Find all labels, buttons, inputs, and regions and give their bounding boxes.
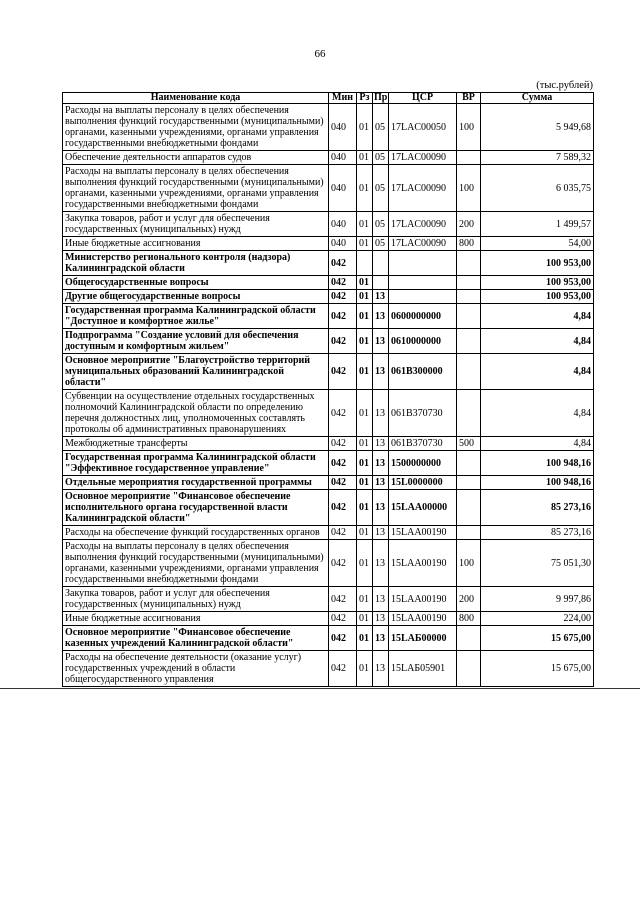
cell-pr [373, 251, 389, 276]
header-sum: Сумма [481, 93, 594, 104]
cell-csr: 17LAC00090 [389, 212, 457, 237]
cell-min: 042 [329, 276, 357, 290]
cell-vr [457, 304, 481, 329]
cell-csr: 15LAA00190 [389, 612, 457, 626]
cell-csr: 15L0000000 [389, 476, 457, 490]
cell-name: Отдельные мероприятия государственной программы [63, 476, 329, 490]
table-row [63, 354, 594, 390]
cell-vr [457, 651, 481, 687]
cell-min: 040 [329, 237, 357, 251]
table-row [63, 165, 594, 212]
table-row [63, 212, 594, 237]
table-row [63, 251, 594, 276]
cell-csr: 15LAA00000 [389, 490, 457, 526]
scan-divider-line [0, 688, 640, 689]
cell-rz: 01 [357, 390, 373, 437]
cell-csr: 061B370730 [389, 437, 457, 451]
cell-min: 042 [329, 651, 357, 687]
cell-rz: 01 [357, 354, 373, 390]
cell-min: 042 [329, 587, 357, 612]
cell-rz: 01 [357, 329, 373, 354]
cell-name: Расходы на обеспечение функций государственных органов [63, 526, 329, 540]
cell-min: 042 [329, 354, 357, 390]
cell-name: Министерство регионального контроля (надзора) Калининградской области [63, 251, 329, 276]
cell-vr: 100 [457, 104, 481, 151]
cell-csr: 17LAC00090 [389, 165, 457, 212]
cell-name: Межбюджетные трансферты [63, 437, 329, 451]
cell-pr: 13 [373, 587, 389, 612]
header-rz: Рз [357, 93, 373, 104]
cell-pr: 13 [373, 304, 389, 329]
cell-rz: 01 [357, 451, 373, 476]
cell-vr: 800 [457, 237, 481, 251]
cell-min: 042 [329, 390, 357, 437]
cell-vr [457, 276, 481, 290]
cell-min: 040 [329, 151, 357, 165]
cell-min: 042 [329, 251, 357, 276]
cell-sum: 7 589,32 [481, 151, 594, 165]
cell-min: 042 [329, 329, 357, 354]
cell-rz: 01 [357, 104, 373, 151]
table-row [63, 651, 594, 687]
cell-sum: 15 675,00 [481, 651, 594, 687]
cell-rz: 01 [357, 437, 373, 451]
cell-rz: 01 [357, 151, 373, 165]
cell-sum: 100 953,00 [481, 276, 594, 290]
cell-sum: 100 948,16 [481, 476, 594, 490]
header-pr: Пр [374, 92, 388, 103]
header-name: Наименование кода [63, 93, 329, 104]
budget-table [62, 92, 594, 687]
cell-name: Общегосударственные вопросы [63, 276, 329, 290]
cell-csr: 0610000000 [389, 329, 457, 354]
cell-sum: 224,00 [481, 612, 594, 626]
cell-name: Расходы на выплаты персоналу в целях обеспечения выполнения функций государственными (муниципальными) органами, казенными учреждениями, органами управления государственными внебюджетными фондами [63, 540, 329, 587]
cell-csr: 15LAA00190 [389, 587, 457, 612]
cell-vr: 800 [457, 612, 481, 626]
cell-vr [457, 151, 481, 165]
cell-csr: 17LAC00050 [389, 104, 457, 151]
table-row [63, 612, 594, 626]
cell-vr [457, 476, 481, 490]
cell-pr: 13 [373, 476, 389, 490]
cell-name: Основное мероприятие "Финансовое обеспечение исполнительного органа государственной власти Калининградской области" [63, 490, 329, 526]
cell-rz: 01 [357, 587, 373, 612]
cell-sum: 85 273,16 [481, 526, 594, 540]
cell-rz: 01 [357, 626, 373, 651]
cell-vr: 200 [457, 587, 481, 612]
cell-sum: 9 997,86 [481, 587, 594, 612]
cell-csr [389, 276, 457, 290]
header-min: Мин [329, 93, 357, 104]
table-row [63, 304, 594, 329]
cell-name: Основное мероприятие "Финансовое обеспечение казенных учреждений Калининградской области" [63, 626, 329, 651]
units-label: (тыс.рублей) [536, 80, 593, 91]
cell-sum: 100 953,00 [481, 290, 594, 304]
cell-name: Обеспечение деятельности аппаратов судов [63, 151, 329, 165]
cell-pr: 05 [373, 104, 389, 151]
cell-min: 042 [329, 437, 357, 451]
cell-name: Иные бюджетные ассигнования [63, 237, 329, 251]
cell-min: 042 [329, 526, 357, 540]
cell-rz: 01 [357, 276, 373, 290]
cell-sum: 5 949,68 [481, 104, 594, 151]
cell-vr [457, 526, 481, 540]
cell-vr: 100 [457, 540, 481, 587]
cell-rz: 01 [357, 651, 373, 687]
cell-min: 042 [329, 490, 357, 526]
cell-csr: 061B370730 [389, 390, 457, 437]
table-row [63, 290, 594, 304]
table-row [63, 104, 594, 151]
table-body [63, 104, 594, 687]
cell-rz: 01 [357, 237, 373, 251]
cell-csr: 15LAБ00000 [389, 626, 457, 651]
cell-min: 042 [329, 290, 357, 304]
cell-rz: 01 [357, 526, 373, 540]
cell-pr: 13 [373, 490, 389, 526]
header-vr: ВР [457, 93, 481, 104]
cell-sum: 4,84 [481, 354, 594, 390]
cell-name: Расходы на обеспечение деятельности (оказание услуг) государственных учреждений в области общегосударственного управления [63, 651, 329, 687]
table-row [63, 390, 594, 437]
cell-rz: 01 [357, 476, 373, 490]
cell-name: Субвенции на осуществление отдельных государственных полномочий Калининградской области по определению перечня должностных лиц, уполномоченных составлять протоколы об административных правонарушениях [63, 390, 329, 437]
cell-pr: 13 [373, 526, 389, 540]
cell-min: 042 [329, 626, 357, 651]
cell-pr: 13 [373, 329, 389, 354]
table-row [63, 526, 594, 540]
cell-sum: 15 675,00 [481, 626, 594, 651]
cell-sum: 4,84 [481, 390, 594, 437]
cell-pr: 05 [373, 212, 389, 237]
cell-pr: 05 [373, 165, 389, 212]
table-row [63, 476, 594, 490]
table-row [63, 437, 594, 451]
cell-pr [373, 276, 389, 290]
cell-csr [389, 251, 457, 276]
cell-vr [457, 251, 481, 276]
cell-sum: 4,84 [481, 304, 594, 329]
cell-rz: 01 [357, 540, 373, 587]
cell-sum: 75 051,30 [481, 540, 594, 587]
cell-pr: 13 [373, 651, 389, 687]
cell-min: 040 [329, 212, 357, 237]
cell-min: 040 [329, 165, 357, 212]
cell-csr: 15LAБ05901 [389, 651, 457, 687]
cell-vr [457, 354, 481, 390]
cell-name: Расходы на выплаты персоналу в целях обеспечения выполнения функций государственными (муниципальными) органами, казенными учреждениями, органами управления государственными внебюджетными фондами [63, 104, 329, 151]
cell-pr: 13 [373, 437, 389, 451]
cell-name: Государственная программа Калининградской области "Эффективное государственное управление" [63, 451, 329, 476]
cell-min: 042 [329, 540, 357, 587]
cell-pr: 13 [373, 612, 389, 626]
table-row [63, 540, 594, 587]
cell-pr: 05 [373, 237, 389, 251]
table-row [63, 490, 594, 526]
cell-csr: 1500000000 [389, 451, 457, 476]
table-row [63, 587, 594, 612]
cell-pr: 13 [373, 290, 389, 304]
cell-pr: 13 [373, 540, 389, 587]
table-row [63, 626, 594, 651]
cell-sum: 4,84 [481, 437, 594, 451]
cell-vr: 200 [457, 212, 481, 237]
cell-sum: 6 035,75 [481, 165, 594, 212]
cell-csr: 15LAA00190 [389, 540, 457, 587]
cell-pr: 13 [373, 451, 389, 476]
cell-vr: 500 [457, 437, 481, 451]
table-row [63, 151, 594, 165]
cell-csr: 17LAC00090 [389, 237, 457, 251]
cell-rz: 01 [357, 290, 373, 304]
cell-csr: 0600000000 [389, 304, 457, 329]
cell-csr: 061B300000 [389, 354, 457, 390]
cell-sum: 54,00 [481, 237, 594, 251]
cell-rz: 01 [357, 165, 373, 212]
page-number: 66 [314, 48, 326, 60]
cell-name: Основное мероприятие "Благоустройство территорий муниципальных образований Калининградской области" [63, 354, 329, 390]
cell-rz [357, 251, 373, 276]
cell-rz: 01 [357, 304, 373, 329]
cell-csr: 17LAC00090 [389, 151, 457, 165]
table-row [63, 451, 594, 476]
cell-rz: 01 [357, 612, 373, 626]
cell-vr [457, 329, 481, 354]
cell-min: 042 [329, 476, 357, 490]
cell-sum: 1 499,57 [481, 212, 594, 237]
cell-pr: 13 [373, 354, 389, 390]
cell-name: Закупка товаров, работ и услуг для обеспечения государственных (муниципальных) нужд [63, 587, 329, 612]
cell-min: 040 [329, 104, 357, 151]
cell-rz: 01 [357, 212, 373, 237]
table-row [63, 237, 594, 251]
cell-csr [389, 290, 457, 304]
cell-csr: 15LAA00190 [389, 526, 457, 540]
cell-name: Расходы на выплаты персоналу в целях обеспечения выполнения функций государственными (муниципальными) органами, казенными учреждениями, органами управления государственными внебюджетными фондами [63, 165, 329, 212]
table-row [63, 276, 594, 290]
cell-min: 042 [329, 304, 357, 329]
cell-sum: 85 273,16 [481, 490, 594, 526]
cell-name: Закупка товаров, работ и услуг для обеспечения государственных (муниципальных) нужд [63, 212, 329, 237]
cell-pr: 13 [373, 390, 389, 437]
table-header-row [63, 93, 594, 104]
cell-name: Другие общегосударственные вопросы [63, 290, 329, 304]
cell-sum: 4,84 [481, 329, 594, 354]
cell-vr [457, 390, 481, 437]
cell-name: Государственная программа Калининградской области "Доступное и комфортное жилье" [63, 304, 329, 329]
cell-min: 042 [329, 451, 357, 476]
cell-vr [457, 451, 481, 476]
cell-vr: 100 [457, 165, 481, 212]
cell-sum: 100 948,16 [481, 451, 594, 476]
cell-name: Иные бюджетные ассигнования [63, 612, 329, 626]
cell-min: 042 [329, 612, 357, 626]
cell-pr: 13 [373, 626, 389, 651]
cell-vr [457, 626, 481, 651]
cell-vr [457, 290, 481, 304]
cell-rz: 01 [357, 490, 373, 526]
cell-vr [457, 490, 481, 526]
cell-pr: 05 [373, 151, 389, 165]
cell-name: Подпрограмма "Создание условий для обеспечения доступным и комфортным жильем" [63, 329, 329, 354]
header-csr: ЦСР [389, 93, 457, 104]
cell-sum: 100 953,00 [481, 251, 594, 276]
table-row [63, 329, 594, 354]
